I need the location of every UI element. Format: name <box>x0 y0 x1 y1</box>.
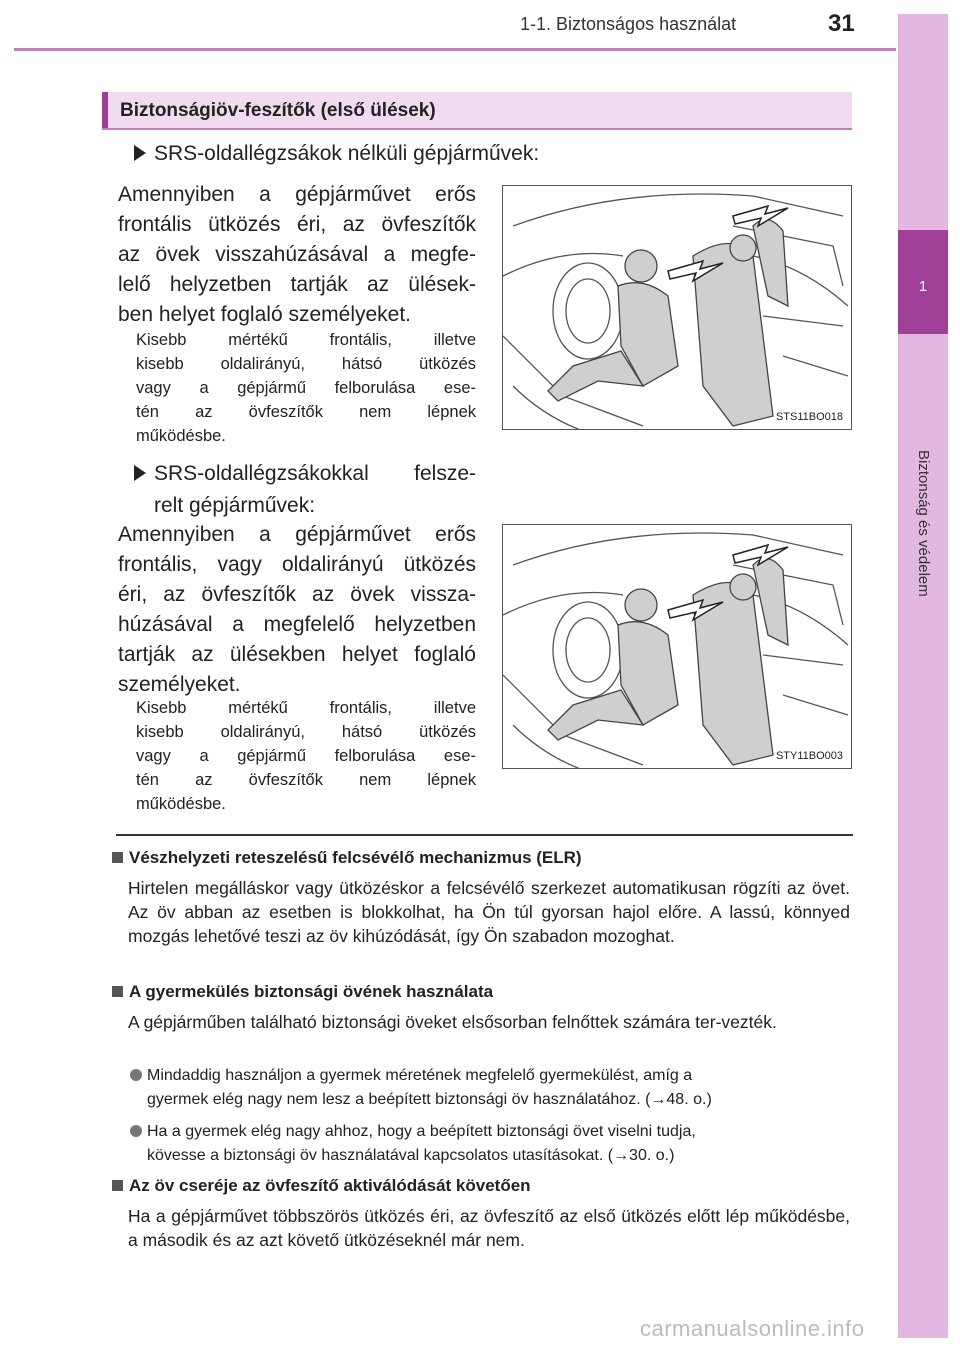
block2-note: Kisebb mértékű frontális, illetve kisebb oldalirányú, hátsó ütközés vagy a gépjármű felborulása ese- tén az övfeszítők nem lépnek működésbe. <box>136 699 476 813</box>
block2-paragraph: Amennyiben a gépjárművet erős frontális, vagy oldalirányú ütközés éri, az övfeszítők az övek vissza- húzásával a megfelelő helyzetben tartják az ülésekben helyet foglaló személyeket. <box>118 523 476 696</box>
chapter-tab-upper <box>898 14 948 230</box>
figure-code-1: STS11BO018 <box>775 411 843 423</box>
triangle-bullet-icon <box>134 465 146 481</box>
item-elr-body: Hirtelen megálláskor vagy ütközéskor a felcsévélő szerkezet automatikusan rögzíti az övet. Az öv abban az esetben is blokkolhat, ha Ön túl gyorsan hajol előre. A lassú, könnyed mozgás lehetővé teszi az öv kihúzódását, így Ön szabadon mozoghat. <box>128 878 850 946</box>
triangle-bullet-icon <box>134 145 146 161</box>
section-accent-bar <box>102 92 108 128</box>
watermark: carmanualsonline.info <box>640 1316 865 1341</box>
item-child-seat-body: A gépjárműben található biztonsági öveket elsősorban felnőttek számára ter-vezték. <box>128 1012 777 1032</box>
square-bullet-icon <box>112 1180 123 1191</box>
circle-bullet-icon <box>130 1069 142 1081</box>
section-header <box>102 92 852 130</box>
child-seat-bullet-1: Mindaddig használjon a gyermek méretének megfelelő gyermekülést, amíg a gyermek elég nagy nem lesz a beépített biztonsági öv használatához. (→48. o.) <box>130 1064 854 1112</box>
page-number: 31 <box>828 10 855 37</box>
chapter-number-tab[interactable]: 1 <box>898 230 948 334</box>
item-elr-heading: Vészhelyzeti reteszelésű felcsévélő mechanizmus (ELR) <box>112 848 582 868</box>
car-interior-illustration-2 <box>503 525 852 769</box>
running-header-title: 1-1. Biztonságos használat <box>520 14 737 34</box>
header-rule <box>14 48 896 51</box>
car-interior-illustration-1 <box>503 186 852 430</box>
square-bullet-icon <box>112 852 123 863</box>
figure-code-2: STY11BO003 <box>775 750 843 762</box>
item-child-seat-heading: A gyermekülés biztonsági övének használata <box>112 982 493 1002</box>
square-bullet-icon <box>112 986 123 997</box>
block2-heading: SRS-oldallégzsákokkal felsze- relt gépjárművek: <box>134 458 476 522</box>
item-replacement-heading: Az öv cseréje az övfeszítő aktiválódását követően <box>112 1176 531 1196</box>
section-divider <box>116 834 853 836</box>
child-seat-bullet-2: Ha a gyermek elég nagy ahhoz, hogy a beépített biztonsági övet viselni tudja, kövesse a biztonsági öv használatával kapcsolatos utasításokat. (→30. o.) <box>130 1120 854 1168</box>
figure-seatbelt-pretensioner-1 <box>502 185 852 430</box>
item-replacement-body: Ha a gépjárművet többszörös ütközés éri, az övfeszítő az első ütközés előtt lép működésbe, a második és az azt követő ütközéseknél már nem. <box>128 1206 850 1250</box>
figure-seatbelt-pretensioner-2 <box>502 524 852 769</box>
block1-paragraph: Amennyiben a gépjárművet erős frontális ütközés éri, az övfeszítők az övek visszahúzásával a megfe- lelő helyzetben tartják az ülések- ben helyet foglaló személyeket. <box>118 183 476 326</box>
block1-heading-text: SRS-oldallégzsákok nélküli gépjárművek: <box>154 142 540 165</box>
block1-note: Kisebb mértékű frontális, illetve kisebb oldalirányú, hátsó ütközés vagy a gépjármű felborulása ese- tén az övfeszítők nem lépnek működésbe. <box>136 331 476 445</box>
block1-heading <box>134 138 539 170</box>
section-title: Biztonságiöv-feszítők (első ülések) <box>120 100 436 121</box>
chapter-label: Biztonság és védelem <box>915 450 932 597</box>
circle-bullet-icon <box>130 1125 142 1137</box>
